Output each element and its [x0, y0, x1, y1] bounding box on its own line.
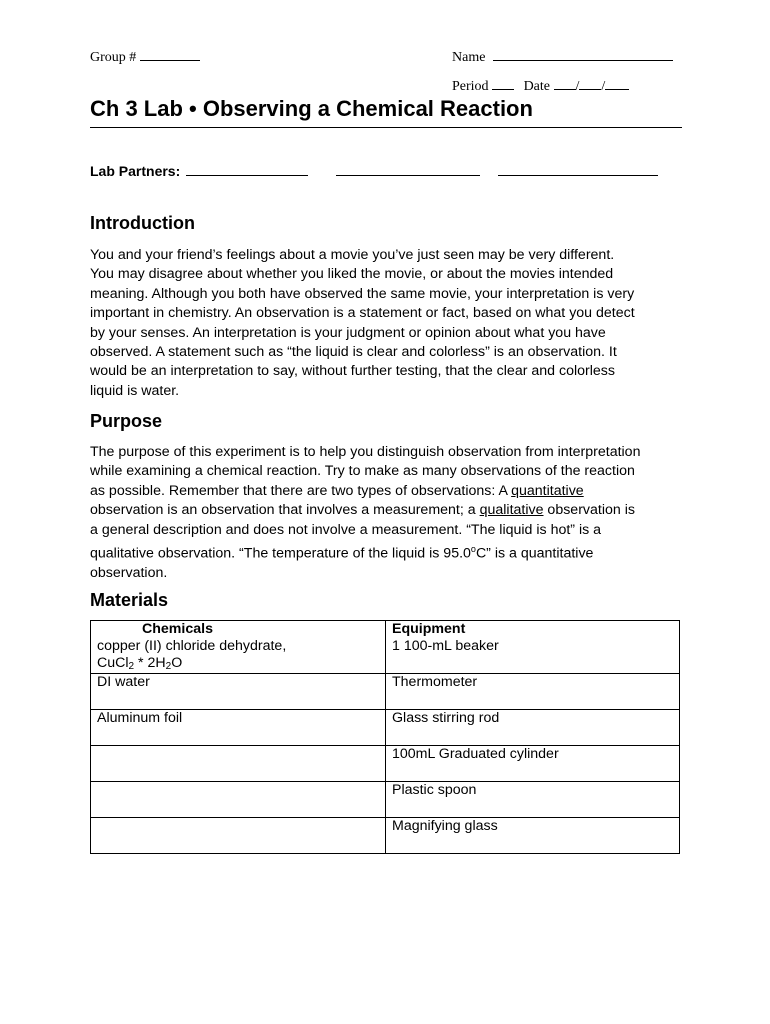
formula-part: O: [171, 655, 183, 671]
group-label: Group #: [90, 50, 137, 65]
intro-line: observed. A statement such as “the liquid is clear and colorless” is an observation. It: [90, 344, 617, 361]
period-label: Period: [452, 79, 489, 94]
purpose-text: [90, 443, 680, 584]
chemical-cell: DI water: [91, 674, 386, 710]
equipment-cell: Thermometer: [386, 674, 680, 710]
formula-subscript: 2: [165, 661, 172, 672]
purpose-line: observation.: [90, 565, 168, 582]
formula-subscript: 2: [128, 661, 135, 672]
equipment-cell: 100mL Graduated cylinder: [386, 746, 680, 782]
date-separator: /: [601, 79, 606, 94]
date-label: Date: [523, 79, 550, 94]
name-blank[interactable]: [493, 47, 673, 61]
group-blank[interactable]: [140, 47, 200, 61]
purpose-line: a general description and does not involve a measurement. “The liquid is hot” is a: [90, 521, 602, 538]
table-row: [91, 674, 680, 710]
purpose-line: [90, 501, 680, 520]
table-row: [91, 746, 680, 782]
chemicals-header: Chemicals: [142, 621, 213, 637]
formula-part: * 2H: [134, 655, 166, 671]
equipment-cell: [386, 621, 680, 674]
table-row: [91, 710, 680, 746]
introduction-text: [90, 246, 680, 401]
equipment-name: 1 100-mL beaker: [392, 638, 499, 654]
intro-line: meaning. Although you both have observed the same movie, your interpretation is very: [90, 285, 635, 302]
materials-table: [90, 620, 680, 854]
purpose-line-text: C” is a quantitative: [475, 545, 594, 562]
table-row: [91, 818, 680, 854]
chemical-cell: [91, 782, 386, 818]
period-date-field: [452, 76, 629, 95]
date-year-blank[interactable]: [605, 76, 629, 90]
equipment-cell: Magnifying glass: [386, 818, 680, 854]
partner-blank-1[interactable]: [186, 162, 308, 176]
degree-symbol: o: [470, 544, 476, 555]
purpose-line-text: observation is an observation that involves a measurement; a: [90, 502, 480, 519]
lab-partners-row: [90, 162, 658, 179]
purpose-line: The purpose of this experiment is to help you distinguish observation from interpretation: [90, 444, 641, 460]
group-field: [90, 47, 200, 66]
intro-line: liquid is water.: [90, 382, 180, 399]
intro-line: important in chemistry. An observation is a statement or fact, based on what you detect: [90, 305, 635, 322]
purpose-line-text: qualitative observation. “The temperature of the liquid is 95.0: [90, 545, 471, 562]
purpose-heading: Purpose: [90, 411, 163, 431]
lab-partners-label: Lab Partners:: [90, 163, 181, 179]
qualitative-term: qualitative: [479, 502, 544, 519]
chemical-name: copper (II) chloride dehydrate,: [97, 638, 287, 654]
intro-line: would be an interpretation to say, without further testing, that the clear and colorless: [90, 363, 615, 380]
chemicals-cell: [91, 621, 386, 674]
date-day-blank[interactable]: [579, 76, 601, 90]
chemical-cell: [91, 746, 386, 782]
page-title: Ch 3 Lab • Observing a Chemical Reaction: [90, 96, 533, 121]
purpose-line-text: as possible. Remember that there are two types of observations: A: [90, 482, 512, 499]
formula-part: CuCl: [97, 655, 129, 671]
date-month-blank[interactable]: [554, 76, 576, 90]
purpose-line: [90, 482, 680, 501]
name-label: Name: [452, 50, 486, 65]
title-divider: [90, 127, 682, 128]
equipment-cell: Glass stirring rod: [386, 710, 680, 746]
equipment-header: Equipment: [392, 621, 466, 637]
name-field: [452, 47, 673, 66]
chemical-formula: [97, 655, 379, 672]
purpose-line: while examining a chemical reaction. Try to make as many observations of the reaction: [90, 463, 635, 480]
purpose-line: [90, 540, 680, 564]
equipment-cell: Plastic spoon: [386, 782, 680, 818]
intro-line: You and your friend’s feelings about a movie you’ve just seen may be very different.: [90, 247, 615, 263]
intro-line: by your senses. An interpretation is your judgment or opinion about what you have: [90, 324, 606, 341]
partner-blank-3[interactable]: [498, 162, 658, 176]
table-row: [91, 621, 680, 674]
period-blank[interactable]: [492, 76, 514, 90]
partner-blank-2[interactable]: [336, 162, 480, 176]
purpose-line-text: observation is: [543, 502, 635, 519]
intro-line: You may disagree about whether you liked the movie, or about the movies intended: [90, 266, 614, 283]
chemical-cell: Aluminum foil: [91, 710, 386, 746]
date-separator: /: [575, 79, 580, 94]
introduction-heading: Introduction: [90, 213, 195, 233]
table-row: [91, 782, 680, 818]
quantitative-term: quantitative: [511, 482, 584, 499]
chemical-cell: [91, 818, 386, 854]
materials-heading: Materials: [90, 590, 169, 610]
